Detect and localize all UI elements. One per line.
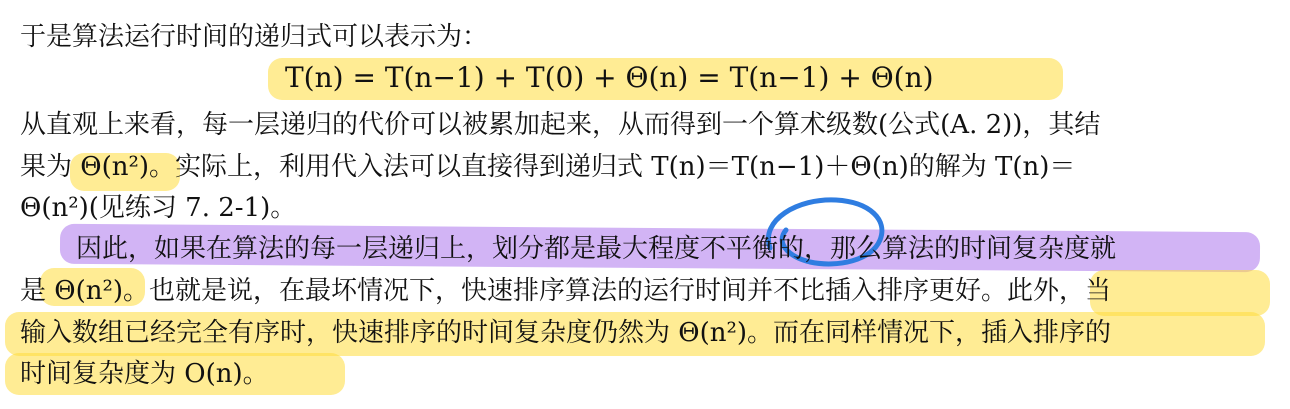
text-line-9: 时间复杂度为 O(n)。 [20,359,269,389]
text-line-1: 于是算法运行时间的递归式可以表示为： [20,22,489,52]
recurrence-equation: T(n) = T(n−1) + T(0) + Θ(n) = T(n−1) + Θ(n) [285,61,934,94]
text-line-7: 是 Θ(n²)。也就是说，在最坏情况下，快速排序算法的运行时间并不比插入排序更好。此外，当 [20,276,1112,306]
text-line-5: Θ(n²)(见练习 7. 2-1)。 [20,193,297,223]
text-line-8: 输入数组已经完全有序时，快速排序的时间复杂度仍然为 Θ(n²)。而在同样情况下，插入排序的 [20,318,1112,348]
text-line-3: 从直观上来看，每一层递归的代价可以被累加起来，从而得到一个算术级数(公式(A. 2))，其结 [20,110,1101,140]
highlight-sorted-input-1 [1090,270,1270,316]
text-line-4: 果为 Θ(n²)。实际上，利用代入法可以直接得到递归式 T(n)＝T(n−1)＋Θ(n)的解为 T(n)＝ [20,152,1076,182]
text-line-6: 因此，如果在算法的每一层递归上，划分都是最大程度不平衡的，那么算法的时间复杂度就 [76,234,1117,264]
